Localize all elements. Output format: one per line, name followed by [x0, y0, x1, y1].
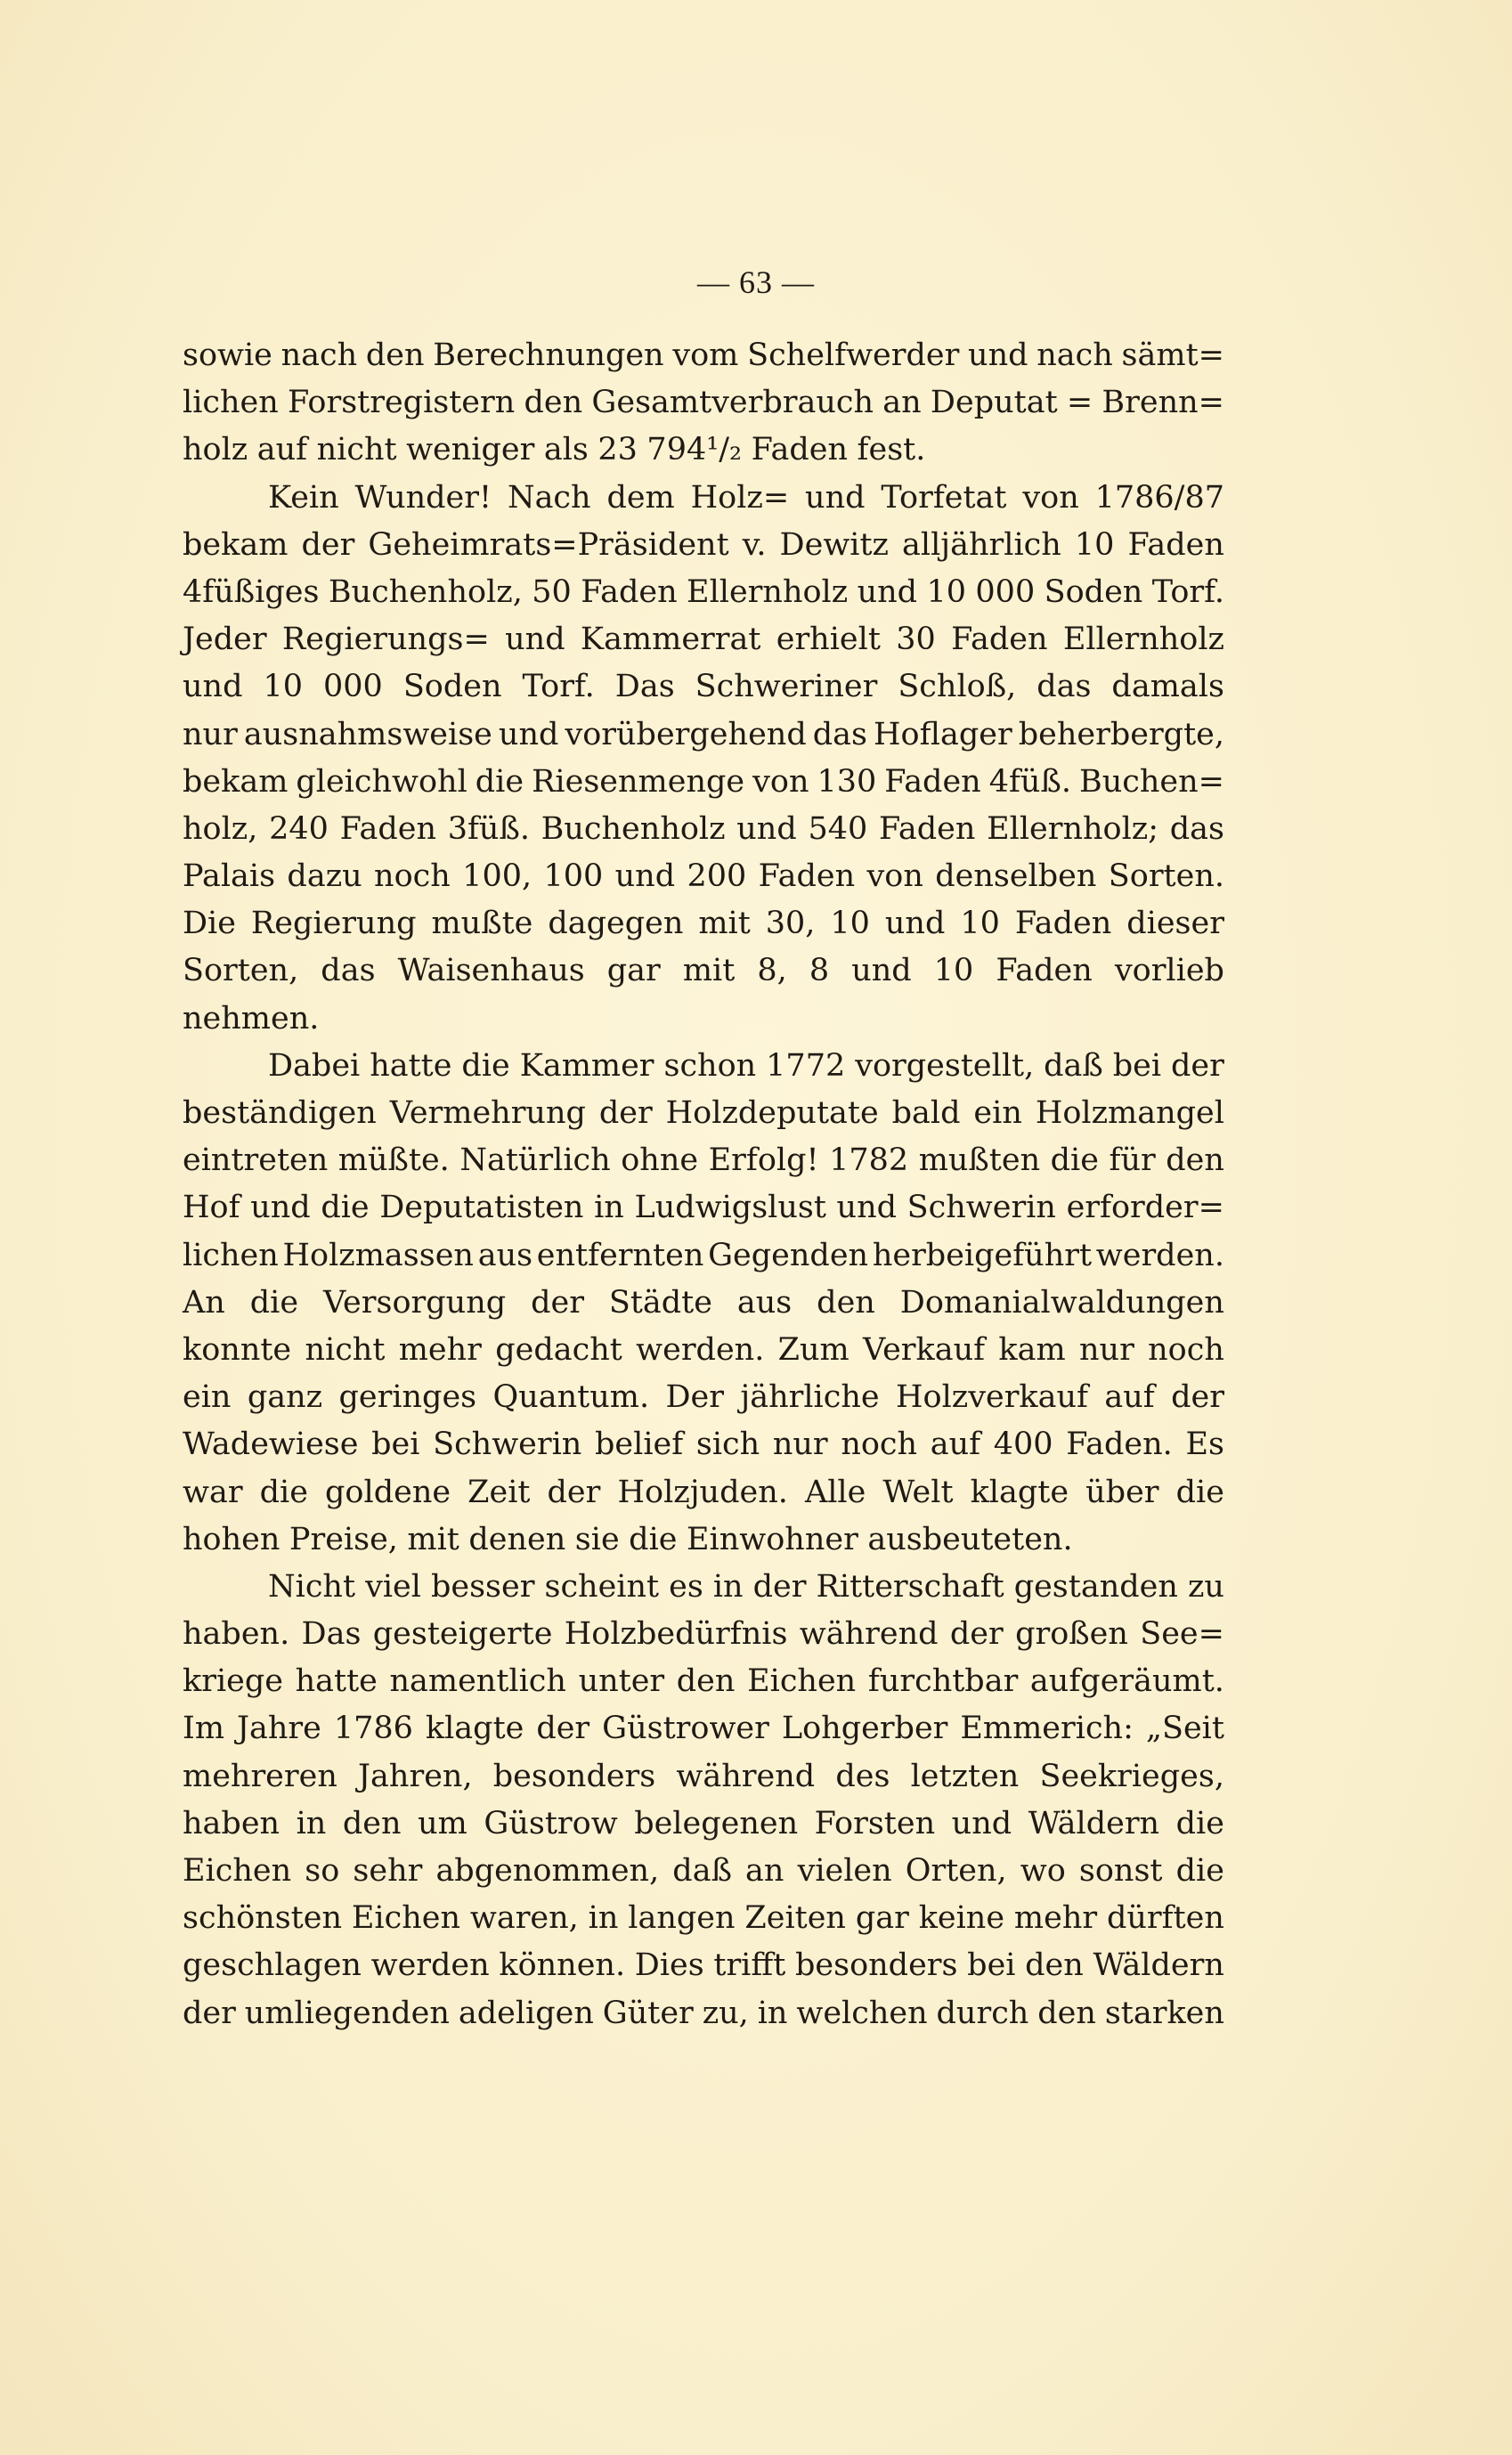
text-line: Jeder Regierungs= und Kammerrat erhielt 30 Faden Ellernholz [183, 622, 1224, 658]
text-line: nur ausnahmsweise und vorübergehend das Hoflager beherbergte, [183, 716, 1224, 752]
text-line: Nicht viel besser scheint es in der Ritterschaft gestanden zu [268, 1568, 1224, 1605]
page-number: — 63 — [697, 264, 815, 300]
text-line: Hof und die Deputatisten in Ludwigslust und Schwerin erforder= [183, 1190, 1224, 1226]
text-line: lichen Holzmassen aus entfernten Gegenden herbeigeführt werden. [183, 1237, 1224, 1273]
text-line: An die Versorgung der Städte aus den Domanialwaldungen [183, 1284, 1224, 1321]
text-line: geschlagen werden können. Dies trifft besonders bei den Wäldern [183, 1947, 1224, 1984]
text-line: Eichen so sehr abgenommen, daß an vielen Orten, wo sonst die [183, 1853, 1224, 1889]
text-line: schönsten Eichen waren, in langen Zeiten gar keine mehr dürften [183, 1900, 1224, 1937]
body-text [183, 332, 1224, 2037]
text-line: Die Regierung mußte dagegen mit 30, 10 und 10 Faden dieser [183, 906, 1224, 942]
text-line: hohen Preise, mit denen sie die Einwohner ausbeuteten. [183, 1521, 1073, 1557]
text-line: Wadewiese bei Schwerin belief sich nur noch auf 400 Faden. Es [183, 1427, 1224, 1463]
text-line: lichen Forstregistern den Gesamtverbrauch an Deputat = Brenn= [183, 385, 1224, 421]
text-line: holz auf nicht weniger als 23 794¹/₂ Faden fest. [183, 432, 926, 468]
text-line: Sorten, das Waisenhaus gar mit 8, 8 und 10 Faden vorlieb [183, 953, 1224, 989]
text-line: Kein Wunder! Nach dem Holz= und Torfetat von 1786/87 [268, 479, 1224, 516]
text-line: ein ganz geringes Quantum. Der jährliche Holzverkauf auf der [183, 1379, 1224, 1416]
text-line: sowie nach den Berechnungen vom Schelfwerder und nach sämt= [183, 337, 1224, 373]
text-line: haben. Das gesteigerte Holzbedürfnis während der großen See= [183, 1616, 1224, 1653]
text-line: Palais dazu noch 100, 100 und 200 Faden von denselben Sorten. [183, 858, 1224, 895]
text-line: holz, 240 Faden 3füß. Buchenholz und 540 Faden Ellernholz; das [183, 810, 1224, 847]
text-line: bekam gleichwohl die Riesenmenge von 130 Faden 4füß. Buchen= [183, 763, 1224, 800]
text-line: Im Jahre 1786 klagte der Güstrower Lohgerber Emmerich: „Seit [183, 1711, 1224, 1747]
text-line: war die goldene Zeit der Holzjuden. Alle Welt klagte über die [183, 1474, 1224, 1510]
text-line: haben in den um Güstrow belegenen Forsten und Wäldern die [183, 1805, 1224, 1841]
text-line: nehmen. [183, 1000, 320, 1036]
text-line: konnte nicht mehr gedacht werden. Zum Verkauf kam nur noch [183, 1331, 1224, 1368]
text-line: mehreren Jahren, besonders während des letzten Seekrieges, [183, 1758, 1224, 1794]
text-line: der umliegenden adeligen Güter zu, in welchen durch den starken [183, 1995, 1224, 2031]
text-line: und 10 000 Soden Torf. Das Schweriner Schloß, das damals [183, 669, 1224, 705]
text-line: eintreten müßte. Natürlich ohne Erfolg! 1782 mußten die für den [183, 1142, 1224, 1179]
text-line: bekam der Geheimrats=Präsident v. Dewitz alljährlich 10 Faden [183, 526, 1224, 563]
text-line: beständigen Vermehrung der Holzdeputate bald ein Holzmangel [183, 1095, 1224, 1131]
text-line: kriege hatte namentlich unter den Eichen furchtbar aufgeräumt. [183, 1663, 1224, 1700]
text-line: Dabei hatte die Kammer schon 1772 vorgestellt, daß bei der [268, 1047, 1224, 1084]
text-line: 4füßiges Buchenholz, 50 Faden Ellernholz und 10 000 Soden Torf. [183, 573, 1224, 610]
